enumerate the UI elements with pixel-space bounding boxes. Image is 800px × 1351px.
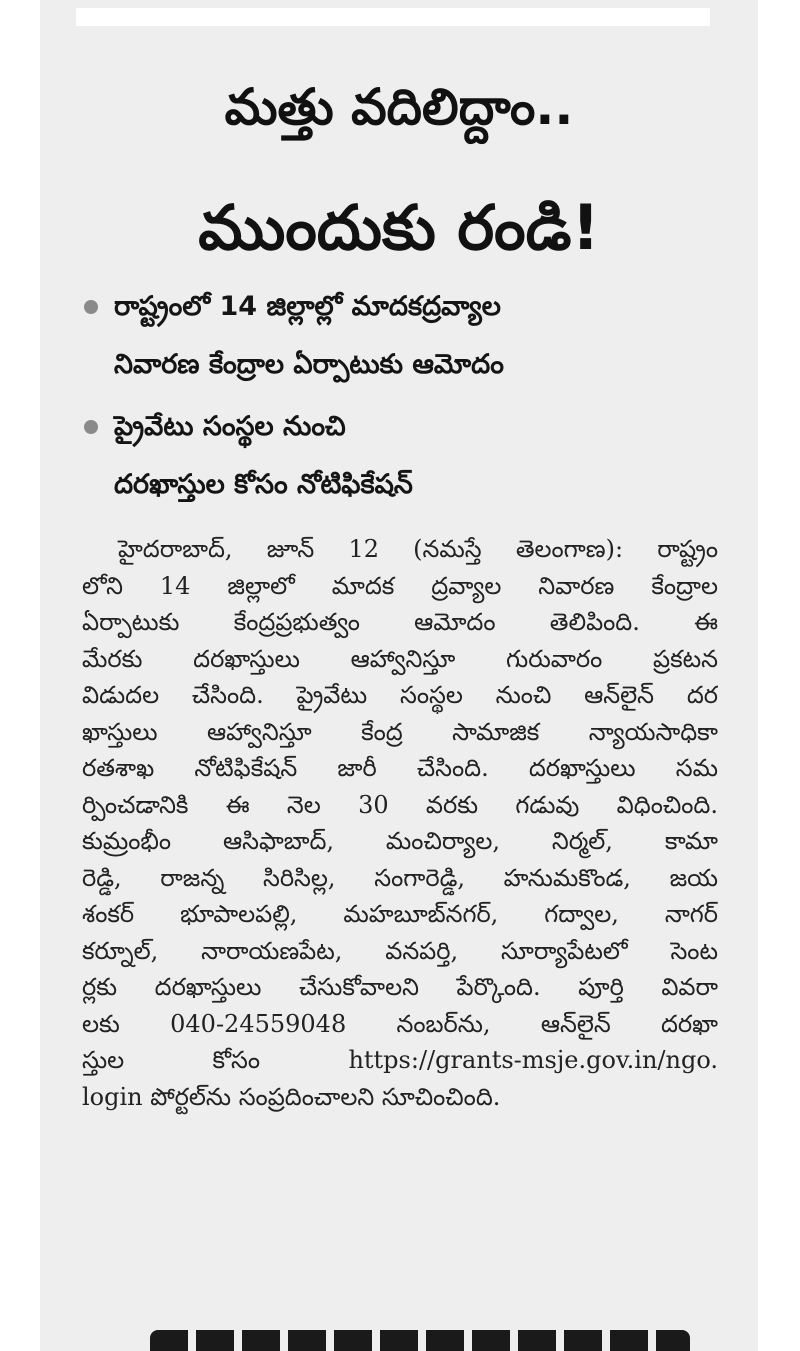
previous-article-edge — [76, 8, 710, 26]
sub-headline-text: రాష్ట్రంలో 14 జిల్లాల్లో మాదకద్రవ్యాల — [114, 291, 501, 322]
body-line: శంకర్ భూపాలపల్లి, మహబూబ్‌నగర్, గద్వాల, నాగర్ — [82, 900, 718, 928]
body-line: ర్లకు దరఖాస్తులు చేసుకోవాలని పేర్కొంది. పూర్తి వివరా — [82, 973, 718, 1001]
body-line: హైదరాబాద్, జూన్ 12 (నమస్తే తెలంగాణ): రాష్ట్రం — [118, 535, 718, 563]
body-line: రతశాఖ నోటిఫికేషన్ జారీ చేసింది. దరఖాస్తులు సమ — [82, 754, 718, 782]
body-line: లకు 040-24559048 నంబర్‌ను, ఆన్‌లైన్ దరఖా — [82, 1009, 718, 1038]
next-headline-cutoff — [150, 1330, 690, 1351]
headline-line-1: మత్తు వదిలిద్దాం.. — [224, 78, 574, 136]
body-line: మేరకు దరఖాస్తులు ఆహ్వానిస్తూ గురువారం ప్రకటన — [82, 644, 718, 673]
body-line: రెడ్డి, రాజన్న సిరిసిల్ల, సంగారెడ్డి, హనుమకొండ, జయ — [82, 863, 718, 892]
body-line: ర్పించడానికి ఈ నెల 30 వరకు గడువు విధించింది. — [82, 790, 718, 819]
body-line: కుమ్రంభీం ఆసిఫాబాద్, మంచిర్యాల, నిర్మల్, కామా — [82, 827, 718, 855]
body-line: విడుదల చేసింది. ప్రైవేటు సంస్థల నుంచి ఆన్‌లైన్ దర — [82, 681, 718, 709]
body-line: ఏర్పాటుకు కేంద్రప్రభుత్వం ఆమోదం తెలిపింది. ఈ — [82, 608, 718, 636]
headline-line-2: ముందుకు రండి! — [198, 191, 600, 264]
body-line: లోని 14 జిల్లాలో మాదక ద్రవ్యాల నివారణ కేంద్రాల — [82, 571, 718, 600]
sub-headline-text: ప్రైవేటు సంస్థల నుంచి — [114, 411, 346, 442]
bullet-dot-icon — [84, 300, 98, 314]
bullet-dot-icon — [84, 420, 98, 434]
body-line: login పోర్టల్‌ను సంప్రదించాలని సూచించింది. — [82, 1082, 501, 1111]
article-body — [82, 531, 718, 1115]
sub-headline-text: దరఖాస్తుల కోసం నోటిఫికేషన్ — [114, 469, 413, 500]
body-line: స్తుల కోసం https://grants-msje.gov.in/ngo. — [82, 1046, 718, 1074]
body-line: ఖాస్తులు ఆహ్వానిస్తూ కేంద్ర సామాజిక న్యాయసాధికా — [82, 717, 718, 746]
sub-headline-text: నివారణ కేంద్రాల ఏర్పాటుకు ఆమోదం — [114, 349, 504, 380]
body-line: కర్నూల్, నారాయణపేట, వనపర్తి, సూర్యాపేటలో సెంట — [82, 936, 718, 965]
newspaper-clipping — [40, 0, 758, 1351]
